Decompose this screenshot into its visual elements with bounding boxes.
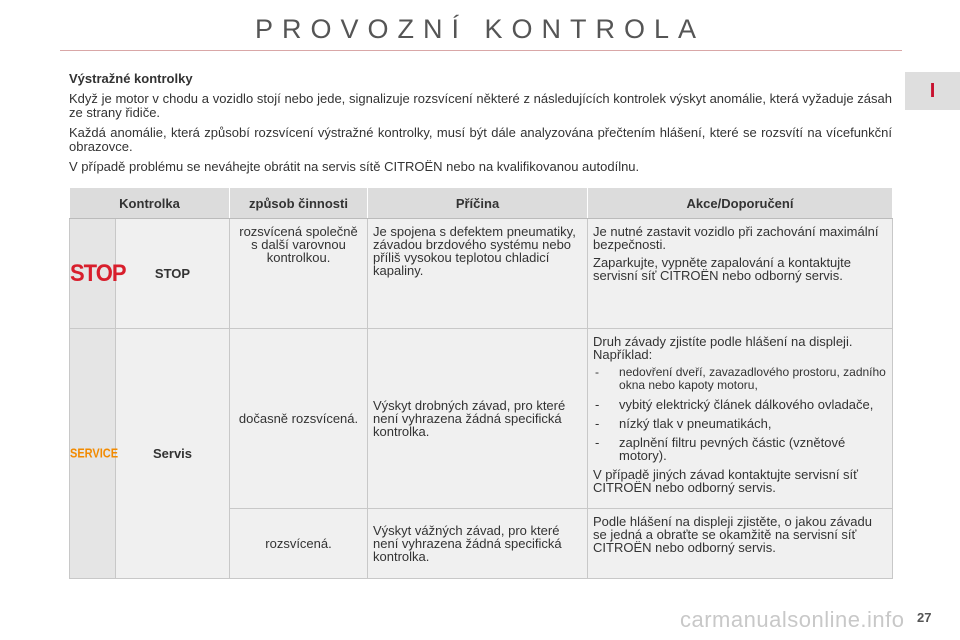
service-warning-icon: SERVICE xyxy=(70,446,119,462)
title-divider xyxy=(60,50,902,51)
service-action-outro: V případě jiných závad kontaktujte servisní síť CITROËN nebo odborný servis. xyxy=(593,467,859,495)
service-action-2: Podle hlášení na displeji zjistěte, o jakou závadu se jedná a obraťte se okamžitě na servisní síť CITROËN nebo odborný servis. xyxy=(588,509,893,579)
table-row-service-1 xyxy=(70,329,893,509)
intro-heading: Výstražné kontrolky xyxy=(69,71,193,86)
stop-icon-cell xyxy=(70,219,126,329)
service-cause-2: Výskyt vážných závad, pro které není vyhrazena žádná specifická kontrolka. xyxy=(368,509,588,579)
header-action: Akce/Doporučení xyxy=(588,188,893,219)
intro-paragraph-2: Každá anomálie, která způsobí rozsvícení výstražné kontrolky, musí být dále analyzována přečtením hlášení, které se rozsvítí na vícefunkční obrazovce. xyxy=(69,125,892,154)
service-action-intro: Druh závady zjistíte podle hlášení na displeji. Například: xyxy=(593,334,853,362)
stop-name: STOP xyxy=(116,219,230,329)
page-number: 27 xyxy=(917,610,932,625)
intro-paragraph-3: V případě problému se neváhejte obrátit na servis sítě CITROËN nebo na kvalifikovanou autodílnu. xyxy=(69,159,640,174)
stop-cause: Je spojena s defektem pneumatiky, závadou brzdového systému nebo příliš vysokou teplotou chladicí kapaliny. xyxy=(368,219,588,329)
header-mode: způsob činnosti xyxy=(230,188,368,219)
header-kontrolka: Kontrolka xyxy=(70,188,230,219)
service-action-1 xyxy=(588,329,893,509)
section-tab[interactable]: I xyxy=(905,72,960,110)
watermark: carmanualsonline.info xyxy=(680,607,905,632)
service-mode-1: dočasně rozsvícená. xyxy=(230,329,368,509)
table-header-row xyxy=(70,188,893,219)
service-name: Servis xyxy=(116,329,230,579)
warning-lights-table xyxy=(69,187,893,579)
service-mode-2: rozsvícená. xyxy=(230,509,368,579)
service-cause-1: Výskyt drobných závad, pro které není vyhrazena žádná specifická kontrolka. xyxy=(368,329,588,509)
stop-mode: rozsvícená společně s další varovnou kontrolkou. xyxy=(230,219,368,329)
intro-section xyxy=(69,72,892,180)
list-item: - nedovření dveří, zavazadlového prostoru, zadního okna nebo kapoty motoru, xyxy=(593,366,887,392)
warning-lights-table-wrap xyxy=(69,187,892,579)
header-cause: Příčina xyxy=(368,188,588,219)
stop-action-2: Zaparkujte, vypněte zapalování a kontaktujte servisní síť CITROËN nebo odborný servis. xyxy=(593,255,852,283)
service-action-list xyxy=(593,366,887,462)
list-item: - nízký tlak v pneumatikách, xyxy=(593,417,887,430)
stop-warning-icon: STOP xyxy=(70,258,126,286)
list-item: - vybitý elektrický článek dálkového ovladače, xyxy=(593,398,887,411)
table-row-stop xyxy=(70,219,893,329)
stop-action xyxy=(588,219,893,329)
stop-action-1: Je nutné zastavit vozidlo při zachování maximální bezpečnosti. xyxy=(593,224,879,252)
intro-paragraph-1: Když je motor v chodu a vozidlo stojí nebo jede, signalizuje rozsvícení některé z následujících kontrolek výskyt anomálie, která vyžaduje zásah ze strany řidiče. xyxy=(69,91,892,120)
service-icon-cell xyxy=(70,329,119,579)
page-title: PROVOZNÍ KONTROLA xyxy=(254,14,706,44)
list-item: - zaplnění filtru pevných částic (vznětové motory). xyxy=(593,436,887,462)
